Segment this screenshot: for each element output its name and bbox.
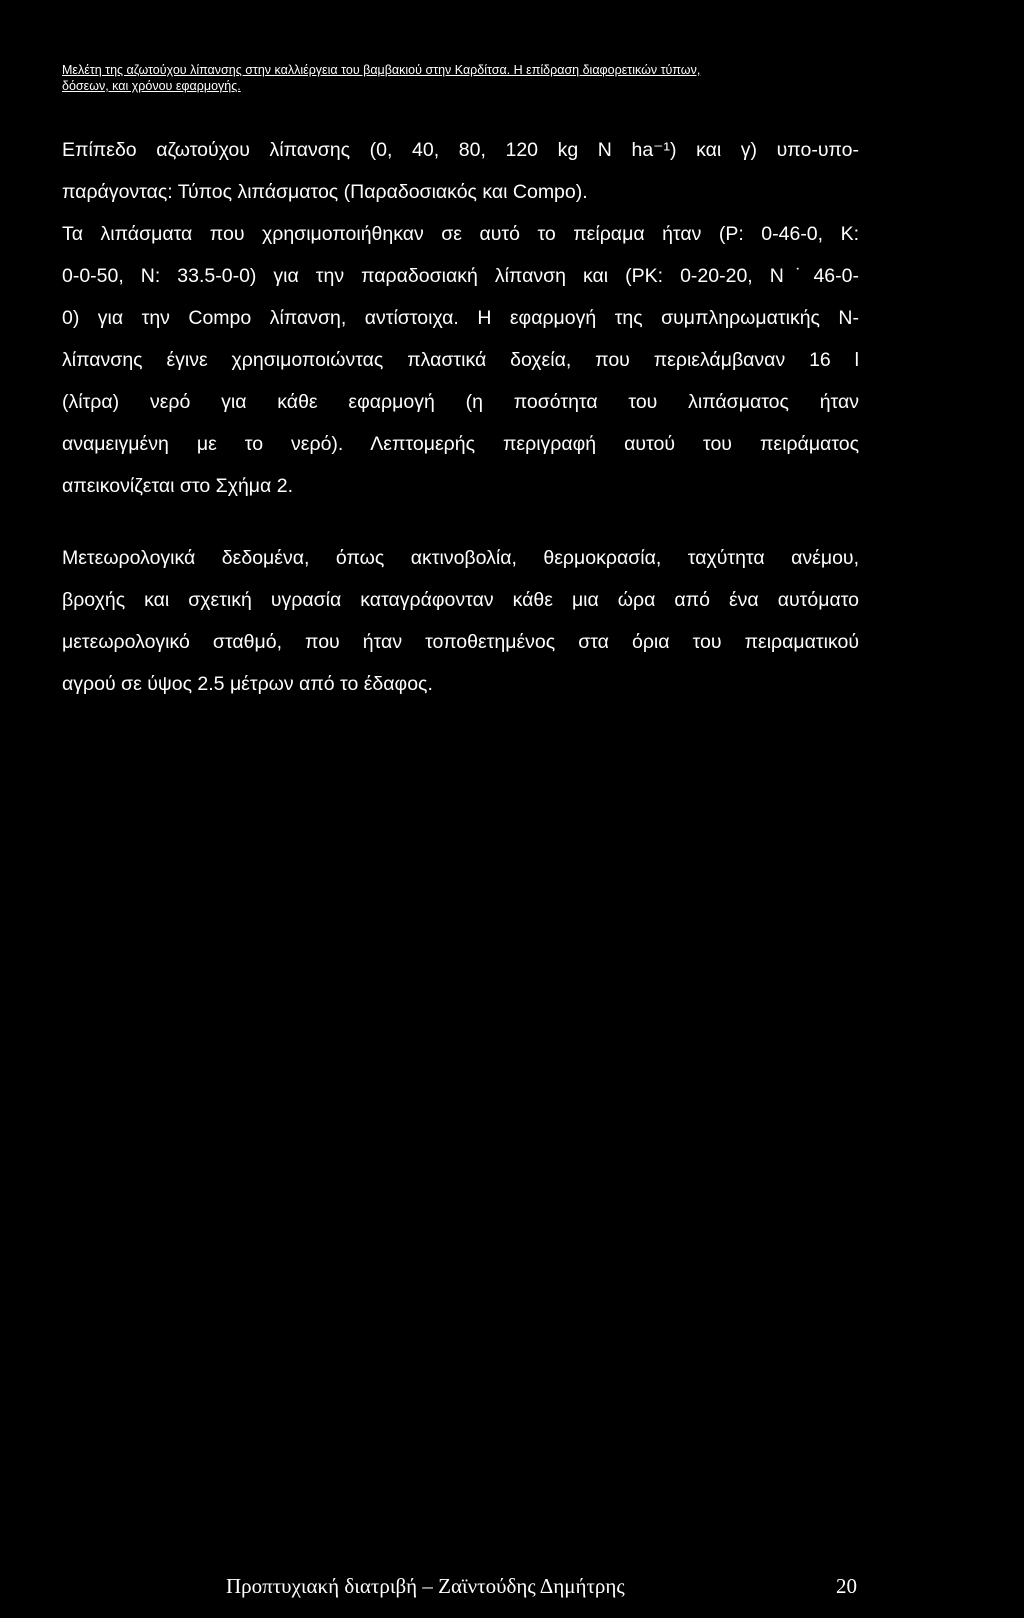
body-paragraph (62, 537, 859, 705)
page-number: 20 (836, 1574, 857, 1598)
running-header-line: δόσεων, και χρόνου εφαρμογής. (62, 79, 241, 93)
running-header (62, 62, 868, 94)
paragraph-line: αγρού σε ύψος 2.5 μέτρων από το έδαφος. (62, 673, 433, 695)
paragraph-line: 0) για την Compo λίπανση, αντίστοιχα. Η εφαρμογή της συμπληρωματικής N- (62, 307, 859, 329)
paragraph-line: λίπανσης έγινε χρησιμοποιώντας πλαστικά δοχεία, που περιελάμβαναν 16 l (62, 349, 859, 371)
paragraph-line: 0-0-50, N: 33.5-0-0) για την παραδοσιακή λίπανση και (PK: 0-20-20, N˙46-0- (62, 265, 859, 287)
paragraph-line: Επίπεδο αζωτούχου λίπανσης (0, 40, 80, 120 kg N ha⁻¹) και γ) υπο-υπο- (62, 139, 859, 161)
footer-title: Προπτυχιακή διατριβή – Ζαϊντούδης Δημήτρης (226, 1574, 625, 1598)
paragraph-line: μετεωρολογικό σταθμό, που ήταν τοποθετημένος στα όρια του πειραματικού (62, 631, 859, 653)
paragraph-line: απεικονίζεται στο Σχήμα 2. (62, 475, 293, 497)
paragraph-line: Τα λιπάσματα που χρησιμοποιήθηκαν σε αυτό το πείραμα ήταν (P: 0-46-0, K: (62, 223, 859, 245)
paragraph-line: αναμειγμένη με το νερό). Λεπτομερής περιγραφή αυτού του πειράματος (62, 433, 859, 455)
body-paragraph (62, 129, 859, 507)
running-header-line: Μελέτη της αζωτούχου λίπανσης στην καλλιέργεια του βαμβακιού στην Καρδίτσα. Η επίδραση διαφορετικών τύπων, (62, 63, 701, 77)
paragraph-line: βροχής και σχετική υγρασία καταγράφονταν κάθε μια ώρα από ένα αυτόματο (62, 589, 859, 611)
paragraph-line: παράγοντας: Τύπος λιπάσματος (Παραδοσιακός και Compo). (62, 181, 588, 203)
paragraph-line: (λίτρα) νερό για κάθε εφαρμογή (η ποσότητα του λιπάσματος ήταν (62, 391, 859, 413)
paragraph-line: Μετεωρολογικά δεδομένα, όπως ακτινοβολία, θερμοκρασία, ταχύτητα ανέμου, (62, 547, 859, 569)
